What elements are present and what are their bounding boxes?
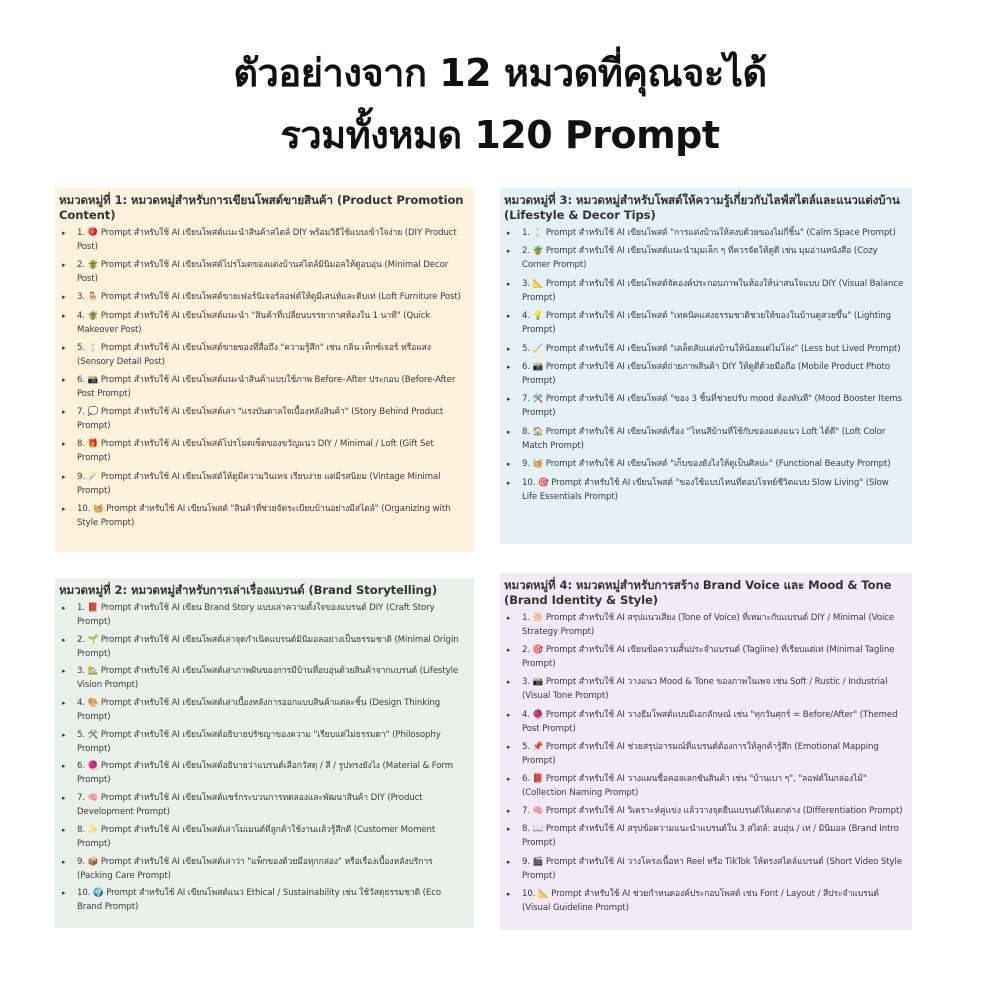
bullet-triangle-icon: ▸ [507, 344, 511, 353]
bullet-triangle-icon: ▸ [507, 614, 511, 622]
list-item [504, 643, 906, 671]
bullet-triangle-icon: ▸ [62, 504, 66, 513]
list-item [59, 696, 468, 724]
list-item [504, 309, 906, 337]
bullet-triangle-icon: ▸ [507, 678, 511, 687]
prompt-item-text: 5. 📌 Prompt สำหรับใช้ AI ช่วยสรุปอารมณ์ที่แบรนด์ต้องการให้ลูกค้ารู้สึก (Emotional Mapping Prompt) [522, 741, 879, 766]
bullet-triangle-icon: ▸ [62, 229, 66, 237]
bullet-triangle-icon: ▸ [507, 774, 511, 783]
list-item [59, 728, 468, 756]
bullet-triangle-icon: ▸ [62, 440, 66, 449]
prompt-item-text: 6. 📕 Prompt สำหรับใช้ AI วางแผนชื่อคอลเลกชันสินค้า เช่น "บ้านเบา ๆ", "ลอฟต์ในกล่องไม้" (Collection Naming Prompt) [522, 773, 867, 798]
list-item [59, 341, 468, 369]
headline-line-2: รวมทั้งหมด 120 Prompt [280, 113, 720, 157]
list-item [504, 804, 906, 818]
list-item [504, 226, 906, 240]
list-item [504, 244, 906, 272]
prompt-item-text: 5. 🛠️ Prompt สำหรับใช้ AI เขียนโพสต์อธิบายปรัชญาของความ "เรียบแต่ไม่ธรรมดา" (Philosophy Prompt) [77, 729, 441, 754]
prompt-item-text: 9. 🪄 Prompt สำหรับใช้ AI เขียนโพสต์ให้ดูมีความวินเทจ เรียบง่าย แต่มีรสนิยม (Vintage Minimal Prompt) [77, 471, 441, 496]
list-item [59, 373, 468, 401]
prompt-item-text: 8. 🏠 Prompt สำหรับใช้ AI เขียนโพสต์เรื่อง "โทนสีบ้านที่ใช้กับของแต่งแนว Loft ได้ดี" (Loft Color Match Prompt) [522, 426, 886, 451]
prompt-item-text: 7. 💭 Prompt สำหรับใช้ AI เขียนโพสต์เล่า "แรงบันดาลใจเบื้องหลังสินค้า" (Story Behind Product Prompt) [77, 407, 444, 432]
prompt-item-text: 2. 🪴 Prompt สำหรับใช้ AI เขียนโพสต์แนะนำมุมเล็ก ๆ ที่ควรจัดให้ดูดี เช่น มุมอ่านหนังสือ (Cozy Corner Prompt) [522, 246, 878, 271]
bullet-triangle-icon: ▸ [62, 889, 66, 898]
list-item [504, 611, 906, 639]
prompt-item-text: 8. ✨ Prompt สำหรับใช้ AI เขียนโพสต์เล่าโมเมนต์ที่ลูกค้าใช้งานแล้วรู้สึกดี (Customer Moment Prompt) [77, 824, 436, 849]
list-item [59, 664, 468, 692]
prompt-item-text: 9. 🧺 Prompt สำหรับใช้ AI เขียนโพสต์ "เก็บของยังไงให้ดูเป็นศิลปะ" (Functional Beauty Prompt) [522, 459, 891, 470]
bullet-triangle-icon: ▸ [62, 311, 66, 320]
bullet-triangle-icon: ▸ [62, 261, 66, 270]
category-title: หมวดหมู่ที่ 1: หมวดหมู่สำหรับการเขียนโพสต์ขายสินค้า (Product Promotion Content) [59, 193, 464, 222]
list-item [504, 855, 906, 883]
list-item [504, 360, 906, 388]
list-item [59, 823, 468, 851]
list-item [504, 457, 906, 471]
prompt-item-text: 8. 🎁 Prompt สำหรับใช้ AI เขียนโพสต์โปรโมตเซ็ตของขวัญแนว DIY / Minimal / Loft (Gift Set Prompt) [77, 439, 434, 464]
bullet-triangle-icon: ▸ [62, 699, 66, 708]
category-card-4 [500, 573, 912, 930]
prompt-item-text: 10. 📐 Prompt สำหรับใช้ AI ช่วยกำหนดองค์ประกอบโพสต์ เช่น Font / Layout / สีประจำแบรนด์ (Visual Guideline Prompt) [522, 888, 879, 913]
prompt-item-text: 5. 🧹 Prompt สำหรับใช้ AI เขียนโพสต์ "เคล็ดลับแต่งบ้านให้น้อยแต่ไม่โล่ง" (Less but Lived Prompt) [522, 343, 901, 354]
list-item [504, 425, 906, 453]
bullet-triangle-icon: ▸ [507, 889, 511, 898]
bullet-triangle-icon: ▸ [62, 794, 66, 803]
prompt-item-text: 10. 🎯 Prompt สำหรับใช้ AI เขียนโพสต์ "ของใช้แบบไหนที่ตอบโจทย์ชีวิตแบบ Slow Living" (Slow Life Essentials Prompt) [522, 477, 889, 502]
list-item [59, 226, 468, 254]
bullet-triangle-icon: ▸ [507, 742, 511, 751]
prompt-list [504, 226, 906, 504]
bullet-triangle-icon: ▸ [507, 857, 511, 866]
headline-line-1: ตัวอย่างจาก 12 หมวดที่คุณจะได้ [233, 51, 767, 95]
list-item [59, 437, 468, 465]
list-item [59, 258, 468, 286]
prompt-item-text: 2. 🪴 Prompt สำหรับใช้ AI เขียนโพสต์โปรโมตของแต่งบ้านสไตล์มินิมอลให้ดูอบอุ่น (Minimal Decor Post) [77, 260, 449, 285]
prompt-item-text: 3. 📐 Prompt สำหรับใช้ AI เขียนโพสต์จัดองค์ประกอบภาพในห้องให้น่าสนใจแบบ DIY (Visual Balance Prompt) [522, 278, 904, 303]
bullet-triangle-icon: ▸ [62, 408, 66, 417]
bullet-triangle-icon: ▸ [62, 762, 66, 771]
prompt-item-text: 3. 📸 Prompt สำหรับใช้ AI วางแนว Mood & Tone ของภาพในเพจ เช่น Soft / Rustic / Industrial (Visual Tone Prompt) [522, 677, 888, 702]
bullet-triangle-icon: ▸ [507, 427, 511, 436]
prompt-item-text: 1. 🪀 Prompt สำหรับใช้ AI เขียนโพสต์แนะนำสินค้าสไตล์ DIY พร้อมวิธีใช้แบบเข้าใจง่าย (DIY Product Post) [77, 228, 457, 252]
bullet-triangle-icon: ▸ [507, 229, 511, 237]
list-item [504, 740, 906, 768]
list-item [504, 822, 906, 850]
prompt-item-text: 5. 🕯️ Prompt สำหรับใช้ AI เขียนโพสต์ขายของที่สื่อถึง "ความรู้สึก" เช่น กลิ่น เท็กซ์เจอร์ หรือแสง (Sensory Detail Post) [77, 342, 431, 367]
bullet-triangle-icon: ▸ [62, 635, 66, 644]
prompt-item-text: 2. 🎯 Prompt สำหรับใช้ AI เขียนข้อความสั้นประจำแบรนด์ (Tagline) ที่เรียบแต่เท่ (Minimal Tagline Prompt) [522, 645, 895, 670]
bullet-triangle-icon: ▸ [507, 825, 511, 834]
list-item [59, 502, 468, 530]
prompt-item-text: 4. 🎨 Prompt สำหรับใช้ AI เขียนโพสต์เล่าเบื้องหลังการออกแบบสินค้าแต่ละชิ้น (Design Thinking Prompt) [77, 698, 441, 723]
bullet-triangle-icon: ▸ [62, 604, 66, 612]
bullet-triangle-icon: ▸ [62, 472, 66, 481]
bullet-triangle-icon: ▸ [507, 460, 511, 469]
bullet-triangle-icon: ▸ [62, 343, 66, 352]
prompt-item-text: 7. 🛠️ Prompt สำหรับใช้ AI เขียนโพสต์ "ของ 3 ชิ้นที่ช่วยปรับ mood ห้องทันที" (Mood Booster Items Prompt) [522, 394, 902, 419]
prompt-item-text: 10. 🌍 Prompt สำหรับใช้ AI เขียนโพสต์แนว Ethical / Sustainability เช่น ใช้วัสดุธรรมชาติ (Eco Brand Prompt) [77, 888, 442, 913]
bullet-triangle-icon: ▸ [62, 667, 66, 676]
prompt-item-text: 7. 🧠 Prompt สำหรับใช้ AI เขียนโพสต์แชร์กระบวนการทดลองและพัฒนาสินค้า DIY (Product Development Prompt) [77, 793, 423, 818]
prompt-item-text: 6. 🧶 Prompt สำหรับใช้ AI เขียนโพสต์อธิบายว่าแบรนด์เลือกวัสดุ / สี / รูปทรงยังไง (Material & Form Prompt) [77, 761, 453, 786]
prompt-item-text: 3. 🏡 Prompt สำหรับใช้ AI เขียนโพสต์เล่าภาพฝันของการมีบ้านที่อบอุ่นด้วยสินค้าจากแบรนด์ (Lifestyle Vision Prompt) [77, 666, 459, 691]
category-card-1 [55, 188, 474, 552]
prompt-item-text: 1. 📕 Prompt สำหรับใช้ AI เขียน Brand Story แบบเล่าความตั้งใจของแบรนด์ DIY (Craft Story Prompt) [77, 603, 435, 627]
prompt-list [504, 611, 906, 915]
list-item [59, 855, 468, 883]
category-title: หมวดหมู่ที่ 4: หมวดหมู่สำหรับการสร้าง Brand Voice และ Mood & Tone (Brand Identity & Style) [504, 578, 892, 607]
category-title: หมวดหมู่ที่ 2: หมวดหมู่สำหรับการเล่าเรื่องแบรนด์ (Brand Storytelling) [59, 583, 438, 597]
list-item [59, 470, 468, 498]
list-item [59, 791, 468, 819]
list-item [504, 887, 906, 915]
list-item [59, 601, 468, 629]
bullet-triangle-icon: ▸ [62, 730, 66, 739]
prompt-item-text: 2. 🌱 Prompt สำหรับใช้ AI เขียนโพสต์เล่าจุดกำเนิดแบรนด์มินิมอลอย่างเป็นธรรมชาติ (Minimal Origin Prompt) [77, 634, 459, 659]
bullet-triangle-icon: ▸ [507, 279, 511, 288]
list-item [504, 708, 906, 736]
prompt-list [59, 601, 468, 914]
bullet-triangle-icon: ▸ [507, 312, 511, 321]
prompt-item-text: 9. 📦 Prompt สำหรับใช้ AI เขียนโพสต์เล่าว่า "แพ็กของด้วยมือทุกกล่อง" หรือเรื่องเบื้องหลังบริการ (Packing Care Prompt) [77, 856, 433, 881]
bullet-triangle-icon: ▸ [507, 646, 511, 655]
bullet-triangle-icon: ▸ [507, 478, 511, 487]
list-item [59, 405, 468, 433]
prompt-item-text: 8. 📖 Prompt สำหรับใช้ AI สรุปข้อความแนะนำแบรนด์ใน 3 สไตล์: อบอุ่น / เท่ / มินิมอล (Brand Intro Prompt) [522, 824, 899, 849]
prompt-item-text: 4. 💡 Prompt สำหรับใช้ AI เขียนโพสต์ "เทคนิคแสงธรรมชาติช่วยให้ของในบ้านดูสวยขึ้น" (Lighting Prompt) [522, 311, 892, 336]
category-card-3 [500, 188, 912, 544]
list-item [504, 277, 906, 305]
bullet-triangle-icon: ▸ [507, 807, 511, 816]
bullet-triangle-icon: ▸ [507, 247, 511, 256]
bullet-triangle-icon: ▸ [507, 395, 511, 404]
prompt-item-text: 4. 🧶 Prompt สำหรับใช้ AI วางธีมโพสต์แบบมีเอกลักษณ์ เช่น "ทุกวันศุกร์ = Before/After" (Themed Post Prompt) [522, 709, 898, 734]
prompt-item-text: 10. 🧺 Prompt สำหรับใช้ AI เขียนโพสต์ "สินค้าที่ช่วยจัดระเบียบบ้านอย่างมีสไตล์" (Organizing with Style Prompt) [77, 503, 451, 528]
list-item [59, 309, 468, 337]
prompt-item-text: 9. 🎬 Prompt สำหรับใช้ AI วางโครงเนื้อหา Reel หรือ TikTok ให้ตรงสไตล์แบรนด์ (Short Video Style Prompt) [522, 856, 903, 881]
prompt-item-text: 6. 📸 Prompt สำหรับใช้ AI เขียนโพสต์แนะนำสินค้าแบบใช้ภาพ Before–After ประกอบ (Before-After Post Prompt) [77, 374, 456, 399]
list-item [504, 675, 906, 703]
prompt-item-text: 6. 📸 Prompt สำหรับใช้ AI เขียนโพสต์ถ่ายภาพสินค้า DIY ให้ดูดีด้วยมือถือ (Mobile Product Photo Prompt) [522, 361, 890, 386]
list-item [504, 342, 906, 356]
list-item [59, 633, 468, 661]
bullet-triangle-icon: ▸ [507, 710, 511, 719]
list-item [59, 290, 468, 304]
list-item [59, 759, 468, 787]
prompt-item-text: 4. 🪴 Prompt สำหรับใช้ AI เขียนโพสต์แนะนำ "สินค้าที่เปลี่ยนบรรยากาศห้องใน 1 นาที" (Quick Makeover Post) [77, 310, 431, 335]
bullet-triangle-icon: ▸ [62, 293, 66, 302]
list-item [504, 772, 906, 800]
prompt-item-text: 1. 🕯️ Prompt สำหรับใช้ AI เขียนโพสต์ "การแต่งบ้านให้สงบด้วยของไม่กี่ชิ้น" (Calm Space Prompt) [522, 228, 896, 238]
prompt-list [59, 226, 468, 530]
list-item [59, 886, 468, 914]
prompt-item-text: 7. 🧠 Prompt สำหรับใช้ AI วิเคราะห์คู่แข่ง แล้ววางจุดยืนแบรนด์ให้แตกต่าง (Differentiation Prompt) [522, 806, 903, 817]
category-title: หมวดหมู่ที่ 3: หมวดหมู่สำหรับโพสต์ให้ความรู้เกี่ยวกับไลฟ์สไตล์และแนวแต่งบ้าน (Lifestyle & Decor Tips) [504, 193, 900, 222]
category-card-2 [55, 578, 474, 928]
bullet-triangle-icon: ▸ [62, 375, 66, 384]
prompt-item-text: 1. 🔆 Prompt สำหรับใช้ AI สรุปแนวเสียง (Tone of Voice) ที่เหมาะกับแบรนด์ DIY / Minimal (Voice Strategy Prompt) [522, 613, 895, 637]
bullet-triangle-icon: ▸ [507, 362, 511, 371]
prompt-item-text: 3. 🪑 Prompt สำหรับใช้ AI เขียนโพสต์ขายเฟอร์นิเจอร์ลอฟต์ให้ดูมีเสน่ห์และดิบเท่ (Loft Furniture Post) [77, 292, 461, 303]
headline [0, 42, 1000, 166]
bullet-triangle-icon: ▸ [62, 857, 66, 866]
list-item [504, 476, 906, 504]
list-item [504, 392, 906, 420]
bullet-triangle-icon: ▸ [62, 825, 66, 834]
